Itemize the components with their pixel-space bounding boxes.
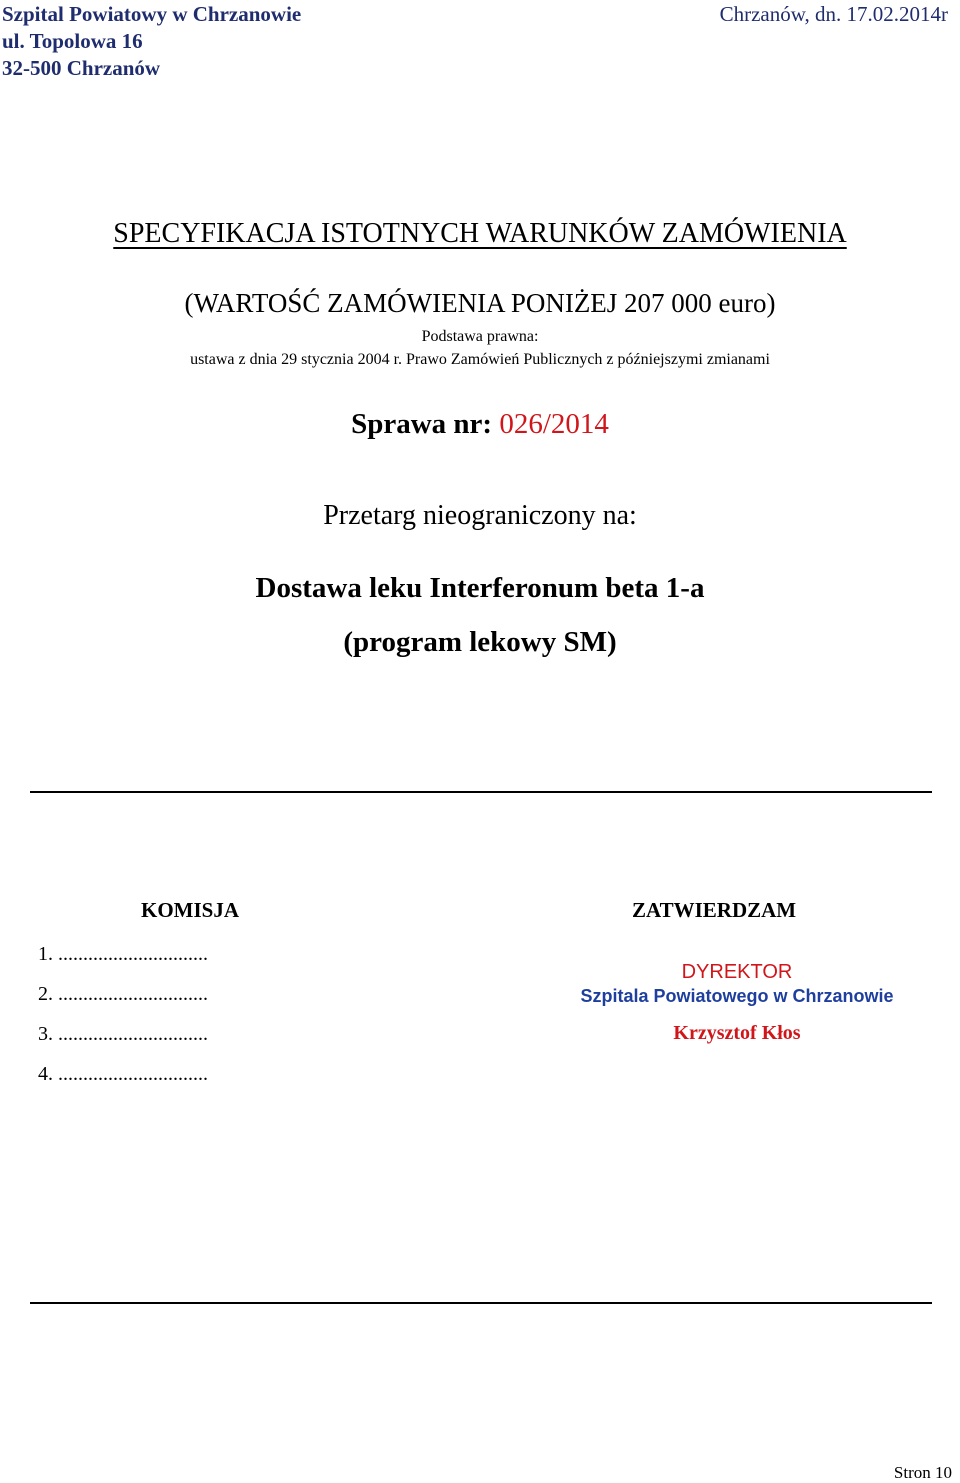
director-name: Krzysztof Kłos: [673, 1022, 801, 1044]
case-label: Sprawa nr:: [351, 408, 493, 440]
institution-postal: 32-500 Chrzanów: [2, 56, 161, 80]
legal-basis-label: Podstawa prawna:: [421, 328, 539, 345]
tender-subject-line1: Dostawa leku Interferonum beta 1-a: [255, 572, 705, 604]
commission-member-2: 2. ..............................: [38, 983, 208, 1005]
director-institution: Szpitala Powiatowego w Chrzanowie: [580, 986, 894, 1006]
approval-heading: ZATWIERDZAM: [632, 898, 797, 922]
commission-member-3: 3. ..............................: [38, 1023, 208, 1045]
legal-basis-text: ustawa z dnia 29 stycznia 2004 r. Prawo Zamówień Publicznych z późniejszymi zmianami: [190, 351, 770, 368]
institution-street: ul. Topolowa 16: [2, 29, 143, 53]
section-divider: [30, 791, 932, 793]
footer-divider: [30, 1302, 932, 1304]
document-date: Chrzanów, dn. 17.02.2014r: [719, 2, 948, 26]
tender-type: Przetarg nieograniczony na:: [323, 500, 637, 531]
director-title: DYREKTOR: [681, 961, 793, 983]
institution-name: Szpital Powiatowy w Chrzanowie: [2, 2, 302, 26]
commission-heading: KOMISJA: [141, 898, 240, 922]
tender-subject-line2: (program lekowy SM): [343, 626, 617, 658]
page-count: Stron 10: [893, 1463, 952, 1482]
document-title: SPECYFIKACJA ISTOTNYCH WARUNKÓW ZAMÓWIENIA: [113, 218, 847, 249]
commission-member-4: 4. ..............................: [38, 1063, 208, 1085]
case-number-line: [0, 408, 960, 441]
case-number: 026/2014: [499, 408, 609, 440]
value-note: (WARTOŚĆ ZAMÓWIENIA PONIŻEJ 207 000 euro): [184, 288, 776, 318]
commission-member-1: 1. ..............................: [38, 943, 208, 965]
